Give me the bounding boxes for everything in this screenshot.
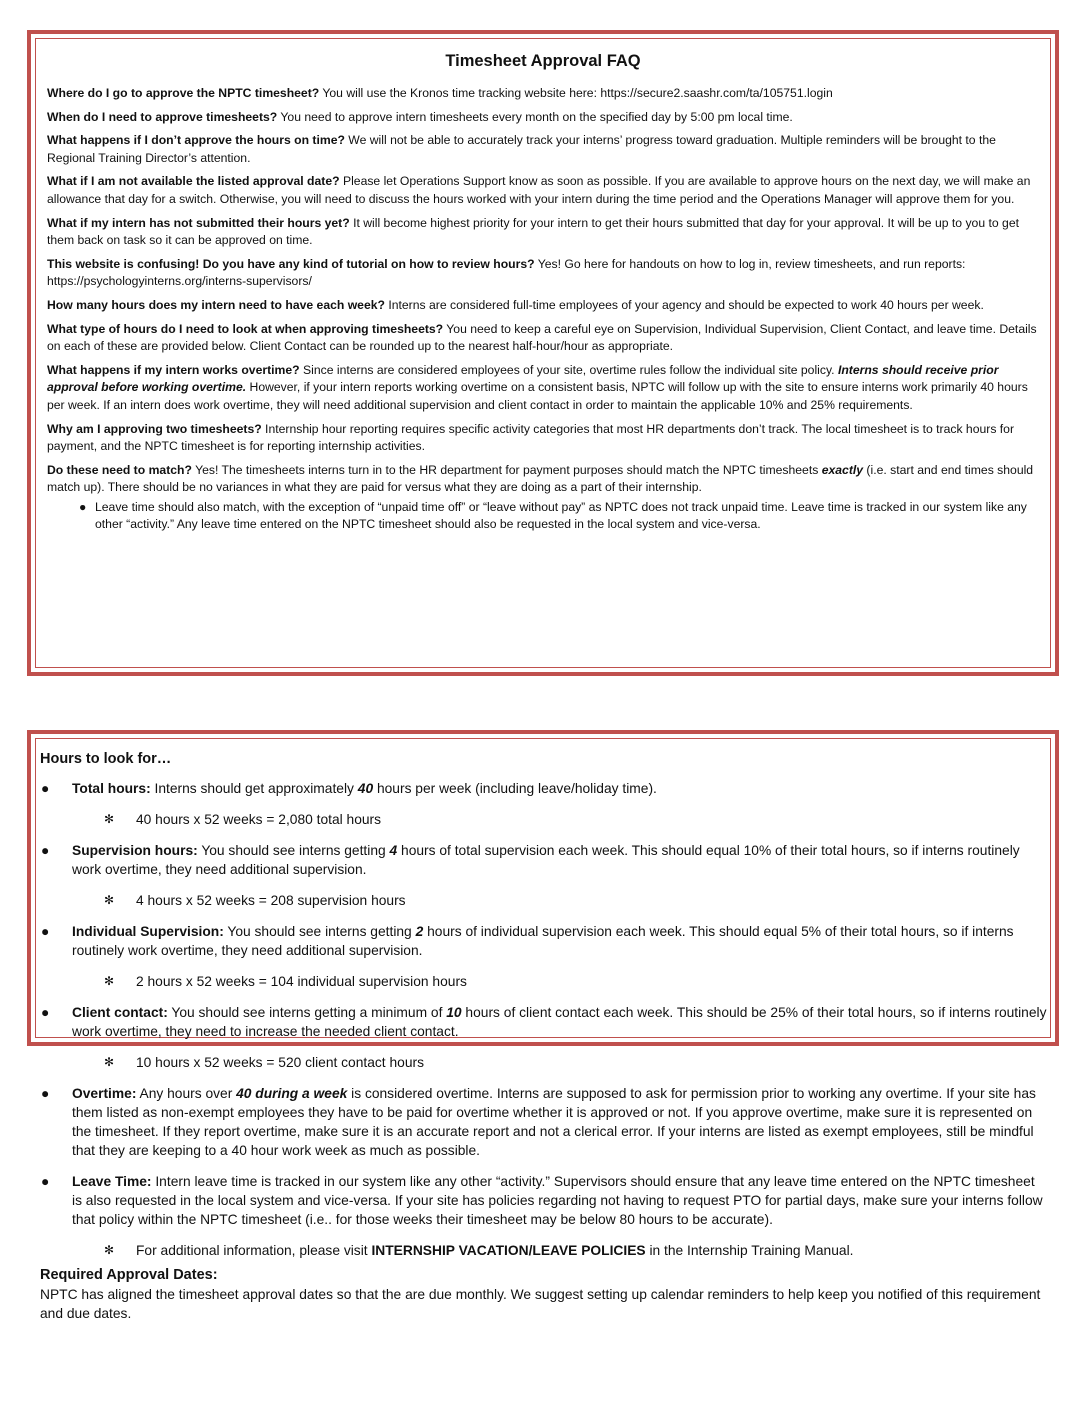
hours-text: Intern leave time is tracked in our system like any other “activity.” Supervisors should ensure that any leave time entered on the NPTC timesheet is also requested in the local system and vice-versa. If your site has policies regarding not having to request PTO for partial days, make sure your interns follow that policy within the NPTC timesheet (i.e.. for those weeks their timesheet may be below 80 hours to be accurate). xyxy=(72,1174,1043,1227)
hours-calc: 40 hours x 52 weeks = 2,080 total hours xyxy=(136,812,382,827)
hours-calc: 4 hours x 52 weeks = 208 supervision hours xyxy=(136,893,406,908)
faq-bullet-text: Leave time should also match, with the exception of “unpaid time off” or “leave without pay” as NPTC does not track unpaid time. Leave time is tracked in our system like any other “activity.” Any leave time entered on the NPTC timesheet should also be requested in the local system and vice-versa. xyxy=(95,499,1027,532)
faq-item xyxy=(47,297,1041,315)
hours-text: For additional information, please visit xyxy=(136,1243,372,1258)
faq-question: What if I am not available the listed approval date? xyxy=(47,174,340,189)
faq-item-overtime xyxy=(47,362,1041,415)
hours-number: 4 xyxy=(389,843,398,858)
hours-label: Individual Supervision: xyxy=(72,924,224,939)
hours-item-overtime xyxy=(40,1084,1047,1160)
hours-number: 40 during a week xyxy=(236,1086,348,1101)
bullet-icon: ● xyxy=(79,499,87,514)
asterisk-icon: ✻ xyxy=(104,893,115,907)
faq-answer: Yes! The timesheets interns turn in to the HR department for payment purposes should match the NPTC timesheets xyxy=(191,462,822,477)
bullet-icon: ● xyxy=(41,1086,50,1101)
required-dates-title: Required Approval Dates: xyxy=(40,1267,218,1283)
faq-question: What happens if my intern works overtime? xyxy=(47,362,300,377)
faq-item-match xyxy=(47,462,1041,497)
faq-item xyxy=(47,132,1041,167)
faq-answer: (i.e. start and end times should match up). There should be no variances in what they are paid for versus what they are doing as a part of their internship. xyxy=(47,462,1034,495)
hours-number: 2 xyxy=(415,924,424,939)
bullet-icon: ● xyxy=(41,843,50,858)
hours-content xyxy=(40,750,1047,1323)
faq-answer: Please let Operations Support know as soon as possible. If you are available to approve hours on the next day, we will make an allowance that day for a switch. Otherwise, you will need to discuss the hours worked with your intern during the time period and the Operations Manager will approve them for you. xyxy=(47,174,1031,206)
faq-answer: Since interns are considered employees of your site, overtime rules follow the individual site policy. xyxy=(299,362,838,377)
faq-answer: We will not be able to accurately track your interns’ progress toward graduation. Multiple reminders will be brought to the Regional Training Director’s attention. xyxy=(47,133,996,165)
faq-item xyxy=(47,85,1041,103)
hours-calc-client xyxy=(40,1053,1047,1072)
hours-text: hours of client contact each week. This should be 25% of their total hours, so if interns routinely work overtime, they need to increase the needed client contact. xyxy=(72,1005,1047,1039)
faq-question: What happens if I don’t approve the hours on time? xyxy=(47,133,345,148)
hours-calc: 10 hours x 52 weeks = 520 client contact hours xyxy=(136,1055,424,1070)
hours-number: 10 xyxy=(446,1005,462,1020)
faq-answer: You will use the Kronos time tracking website here: https://secure2.saashr.com/ta/105751.login xyxy=(319,86,833,100)
faq-question: How many hours does my intern need to have each week? xyxy=(47,297,385,312)
hours-number: 40 xyxy=(357,781,374,796)
faq-answer: You need to approve intern timesheets every month on the specified day by 5:00 pm local time. xyxy=(277,109,793,124)
asterisk-icon: ✻ xyxy=(104,1055,115,1069)
asterisk-icon: ✻ xyxy=(104,974,115,988)
faq-item xyxy=(47,321,1041,356)
faq-question: When do I need to approve timesheets? xyxy=(47,109,278,124)
hours-calc-supervision xyxy=(40,891,1047,910)
hours-calc-total xyxy=(40,810,1047,829)
faq-item xyxy=(47,173,1041,208)
bullet-icon: ● xyxy=(41,781,50,796)
hours-text: hours of total supervision each week. This should equal 10% of their total hours, so if interns routinely work overtime, they need additional supervision. xyxy=(72,843,1020,877)
faq-question: Why am I approving two timesheets? xyxy=(47,421,262,436)
faq-emphasis: exactly xyxy=(821,462,864,477)
bullet-icon: ● xyxy=(41,1005,50,1020)
faq-emphasis: Interns should receive prior approval before working overtime. xyxy=(47,362,999,395)
faq-question: This website is confusing! Do you have any kind of tutorial on how to review hours? xyxy=(47,256,535,271)
hours-text: You should see interns getting xyxy=(223,924,416,939)
faq-bullet-item xyxy=(47,499,1041,534)
hours-text: You should see interns getting a minimum of xyxy=(167,1005,447,1020)
faq-item xyxy=(47,256,1041,291)
faq-question: What if my intern has not submitted their hours yet? xyxy=(47,215,350,230)
faq-question: Do these need to match? xyxy=(47,462,192,477)
hours-text: Interns should get approximately xyxy=(150,781,358,796)
hours-label: Overtime: xyxy=(72,1086,137,1101)
hours-panel xyxy=(27,730,1059,1321)
hours-text: in the Internship Training Manual. xyxy=(645,1243,854,1258)
hours-text: You should see interns getting xyxy=(197,843,390,858)
hours-item-client xyxy=(40,1003,1047,1041)
faq-panel xyxy=(27,30,1059,676)
required-dates-text: NPTC has aligned the timesheet approval dates so that the are due monthly. We suggest setting up calendar reminders to help keep you notified of this requirement and due dates. xyxy=(40,1287,1041,1321)
faq-content xyxy=(47,85,1041,534)
hours-item-total xyxy=(40,779,1047,798)
faq-answer: Yes! Go here for handouts on how to log in, review timesheets, and run reports: https://psychologyinterns.org/interns-supervisors/ xyxy=(47,256,966,289)
hours-text: hours per week (including leave/holiday time). xyxy=(373,781,657,796)
hours-label: Total hours: xyxy=(72,781,151,796)
faq-answer: You need to keep a careful eye on Supervision, Individual Supervision, Client Contact, and leave time. Details on each of these are provided below. Client Contact can be rounded up to the nearest half-hour/hour as appropriate. xyxy=(47,321,1037,354)
hours-calc: 2 hours x 52 weeks = 104 individual supervision hours xyxy=(136,974,467,989)
faq-answer: It will become highest priority for your intern to get their hours submitted that day for your approval. It will be up to you to get them back on task so it can be approved on time. xyxy=(47,215,1019,248)
hours-text: Any hours over xyxy=(136,1086,237,1101)
hours-text: is considered overtime. Interns are supposed to ask for permission prior to working any overtime. If your site has them listed as non-exempt employees they have to be paid for overtime whether it is approved or not. If you approve overtime, make sure it is represented on the timesheet. If they report overtime, make sure it is an accurate report and not a clerical error. If your interns are listed as exempt employees, still be mindful that they are keeping to a 40 hour work week as much as possible. xyxy=(72,1086,1036,1158)
hours-label: Supervision hours: xyxy=(72,843,198,858)
faq-question: What type of hours do I need to look at when approving timesheets? xyxy=(47,321,444,336)
hours-text: hours of individual supervision each week. This should equal 5% of their total hours, so if interns routinely work overtime, they need additional supervision. xyxy=(72,924,1014,958)
hours-item-leave xyxy=(40,1172,1047,1229)
faq-answer: Interns are considered full-time employees of your agency and should be expected to work 40 hours per week. xyxy=(384,297,984,312)
faq-item-two-timesheets xyxy=(47,421,1041,456)
faq-answer: Internship hour reporting requires specific activity categories that most HR departments don’t track. The local timesheet is to track hours for payment, and the NPTC timesheet is for reporting internship activities. xyxy=(47,421,1015,454)
faq-item xyxy=(47,215,1041,250)
hours-heading: Hours to look for… xyxy=(40,751,172,767)
faq-title: Timesheet Approval FAQ xyxy=(445,52,641,70)
faq-item xyxy=(47,109,1041,127)
hours-calc-leave xyxy=(40,1241,1047,1260)
hours-label: Leave Time: xyxy=(72,1174,152,1189)
faq-answer: However, if your intern reports working overtime on a consistent basis, NPTC will follow up with the site to ensure interns work primarily 40 hours per week. If an intern does work overtime, they will need additional supervision and client contact in order to maintain the applicable 10% and 25% requirements. xyxy=(47,380,1028,412)
hours-item-individual xyxy=(40,922,1047,960)
hours-label: Client contact: xyxy=(72,1005,168,1020)
asterisk-icon: ✻ xyxy=(104,1243,115,1257)
bullet-icon: ● xyxy=(41,1174,50,1189)
hours-item-supervision xyxy=(40,841,1047,879)
asterisk-icon: ✻ xyxy=(104,812,115,826)
hours-calc-individual xyxy=(40,972,1047,991)
faq-question: Where do I go to approve the NPTC timesheet? xyxy=(47,86,320,100)
bullet-icon: ● xyxy=(41,924,50,939)
policy-reference: INTERNSHIP VACATION/LEAVE POLICIES xyxy=(371,1243,646,1258)
